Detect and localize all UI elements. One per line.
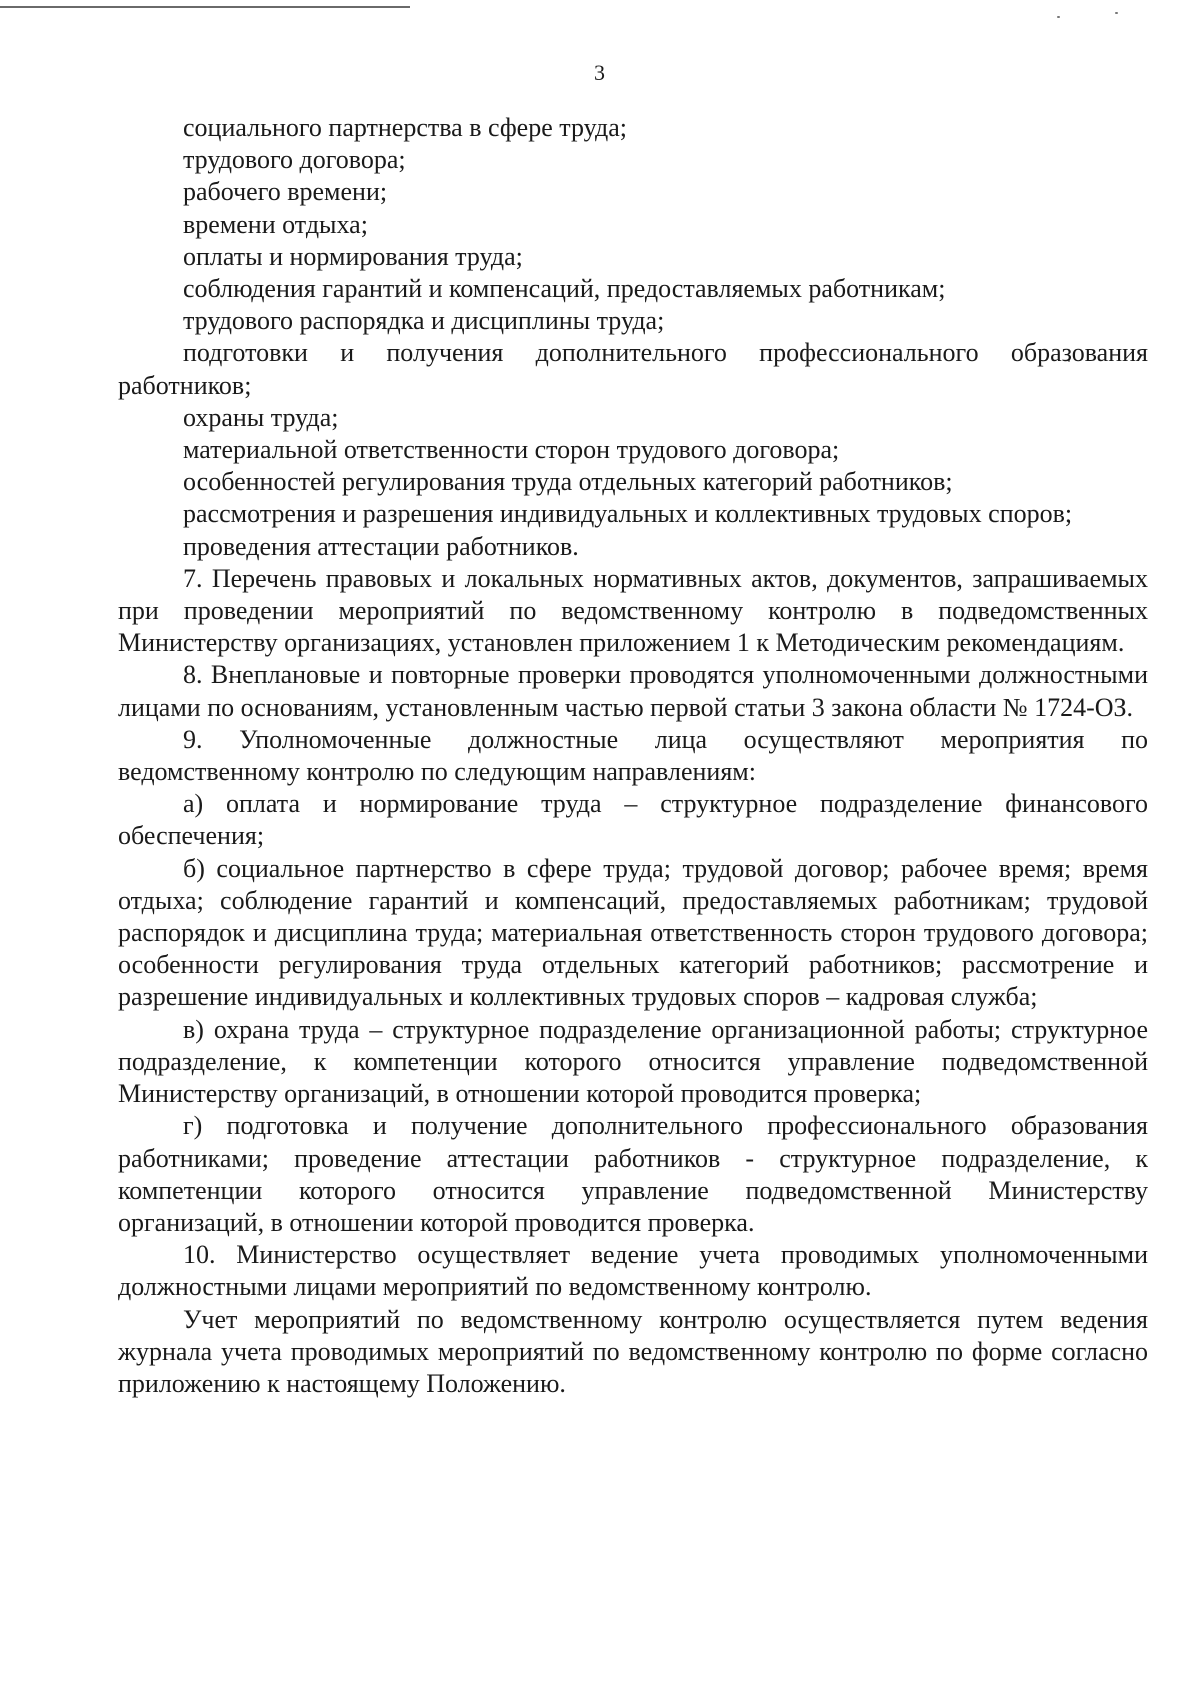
list-item: трудового договора; (183, 145, 406, 175)
list-item: рабочего времени; (183, 177, 388, 207)
scan-speck (1057, 16, 1060, 18)
paragraph-9: 9. Уполномоченные должностные лица осуществляют мероприятия по ведомственному контролю по следующим направлениям: (118, 724, 1148, 787)
paragraph-10: 10. Министерство осуществляет ведение учета проводимых уполномоченными должностными лицами мероприятий по ведомственному контролю. (118, 1240, 1148, 1302)
list-item: материальной ответственности сторон трудового договора; (183, 435, 840, 465)
list-item: времени отдыха; (183, 209, 368, 239)
subitem-a: а) оплата и нормирование труда – структурное подразделение финансового обеспечения; (118, 789, 1148, 851)
subitem-v: в) охрана труда – структурное подразделение организационной работы; структурное подразделение, к компетенции которого относится управление подведомственной Министерству организаций, в отношении которой проводится проверка; (118, 1014, 1148, 1109)
list-item: проведения аттестации работников. (183, 531, 579, 561)
scan-speck (1115, 12, 1118, 14)
subitem-g: г) подготовка и получение дополнительного профессионального образования работниками; проведение аттестации работников - структурное подразделение, к компетенции которого относится управление подведомственной Министерству организаций, в отношении которой проводится проверка. (118, 1111, 1148, 1237)
paragraph-7: 7. Перечень правовых и локальных нормативных актов, документов, запрашиваемых при проведении мероприятий по ведомственному контролю в подведомственных Министерству организациях, установлен приложением 1 к Методическим рекомендациям. (118, 563, 1148, 658)
list-item: особенностей регулирования труда отдельных категорий работников; (183, 467, 953, 497)
list-item: охраны труда; (183, 402, 339, 432)
document-body (118, 112, 1148, 1400)
list-item: рассмотрения и разрешения индивидуальных и коллективных трудовых споров; (183, 499, 1073, 529)
paragraph-8: 8. Внеплановые и повторные проверки проводятся уполномоченными должностными лицами по основаниям, установленным частью первой статьи 3 закона области № 1724-ОЗ. (118, 660, 1148, 722)
subitem-b: б) социальное партнерство в сфере труда; трудовой договор; рабочее время; время отдыха; соблюдение гарантий и компенсаций, предоставляемых работникам; трудовой распорядок и дисциплина труда; материальная ответственность сторон трудового договора; особенности регулирования труда отдельных категорий работников; рассмотрение и разрешение индивидуальных и коллективных трудовых споров – кадровая служба; (118, 853, 1148, 1012)
list-item: оплаты и нормирования труда; (183, 241, 523, 271)
page-number: 3 (594, 60, 606, 85)
list-item: социального партнерства в сфере труда; (183, 113, 627, 142)
list-item: трудового распорядка и дисциплины труда; (183, 306, 665, 336)
list-item: подготовки и получения дополнительного профессионального образования работников; (118, 338, 1148, 400)
list-item: соблюдения гарантий и компенсаций, предоставляемых работникам; (183, 274, 946, 304)
paragraph-accounting: Учет мероприятий по ведомственному контролю осуществляется путем ведения журнала учета проводимых мероприятий по ведомственному контролю по форме согласно приложению к настоящему Положению. (118, 1304, 1148, 1398)
scan-artifact-line (0, 6, 410, 8)
